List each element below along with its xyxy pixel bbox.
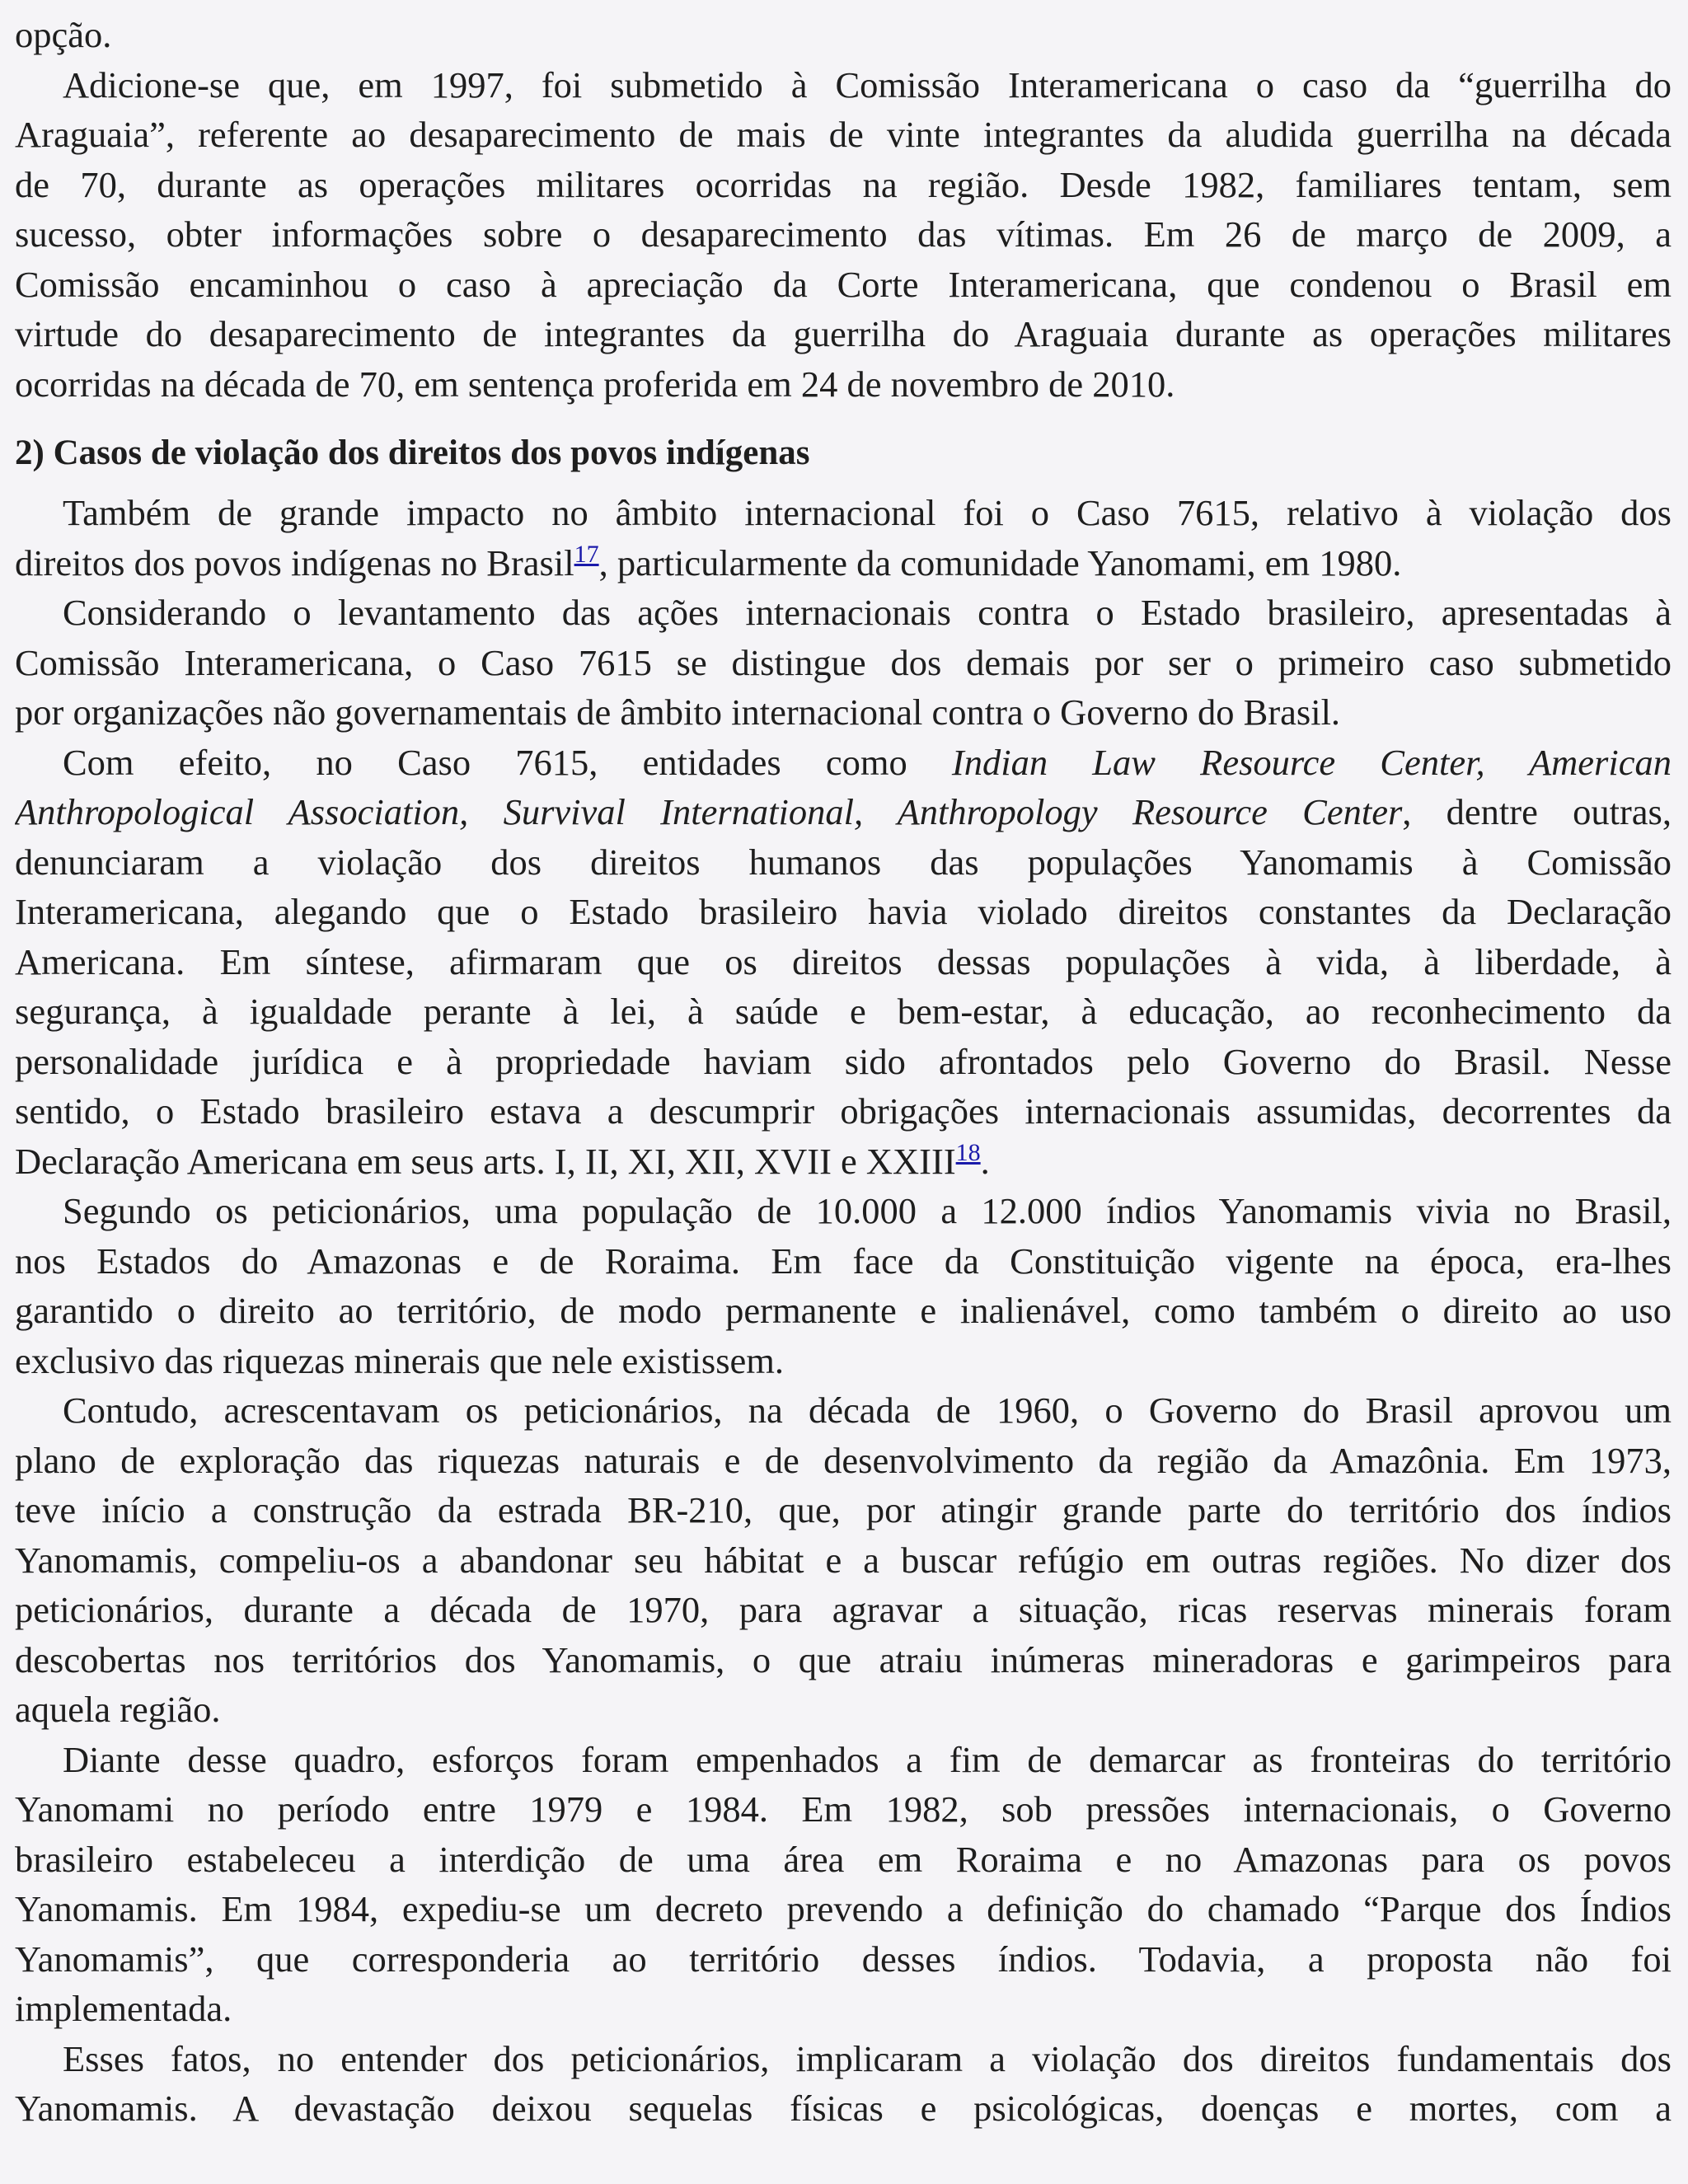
text-line: sentido, o Estado brasileiro estava a descumprir obrigações internacionais assumidas, decorrentes da	[15, 1090, 1672, 1132]
text-line: Considerando o levantamento das ações internacionais contra o Estado brasileiro, apresentadas à	[63, 592, 1672, 633]
paragraph-caso-7615-intro	[15, 488, 1672, 588]
text-segment: .	[980, 1140, 990, 1182]
text-line: Yanomamis. A devastação deixou sequelas físicas e psicológicas, doenças e mortes, com a	[15, 2088, 1672, 2129]
text-segment: , particularmente da comunidade Yanomami, em 1980.	[598, 541, 1402, 583]
text-line: descobertas nos territórios dos Yanomamis, o que atraiu inúmeras mineradoras e garimpeiros para	[15, 1638, 1672, 1680]
text-segment: Declaração Americana em seus arts. I, II, XI, XII, XVII e XXIII	[15, 1140, 956, 1182]
italic-organizations: Anthropological Association, Survival International, Anthropology Resource Center	[15, 791, 1403, 832]
paragraph-violacao	[15, 2034, 1672, 2134]
text-line: Yanomamis”, que corresponderia ao território desses índios. Todavia, a proposta não foi	[15, 1938, 1672, 1980]
spacer	[15, 409, 1672, 424]
text-line: Yanomamis, compeliu-os a abandonar seu hábitat e a buscar refúgio em outras regiões. No dizer dos	[15, 1539, 1672, 1581]
text-line: personalidade jurídica e à propriedade haviam sido afrontados pelo Governo do Brasil. Nesse	[15, 1040, 1672, 1082]
text-line: Contudo, acrescentavam os peticionários, na década de 1960, o Governo do Brasil aprovou um	[63, 1390, 1672, 1431]
text-line: denunciaram a violação dos direitos humanos das populações Yanomamis à Comissão	[15, 841, 1672, 883]
text-line: nos Estados do Amazonas e de Roraima. Em face da Constituição vigente na época, era-lhes	[15, 1240, 1672, 1282]
text-line: Yanomami no período entre 1979 e 1984. Em 1982, sob pressões internacionais, o Governo	[15, 1788, 1672, 1830]
text-line	[15, 787, 1672, 837]
text-line: peticionários, durante a década de 1970, para agravar a situação, ricas reservas minerais foram	[15, 1589, 1672, 1630]
text-line: implementada.	[15, 1988, 232, 2029]
text-line: de 70, durante as operações militares ocorridas na região. Desde 1982, familiares tentam, sem	[15, 163, 1672, 205]
footnote-link-18[interactable]: 18	[955, 1138, 981, 1166]
paragraph-exploracao	[15, 1385, 1672, 1735]
text-line: brasileiro estabeleceu a interdição de uma área em Roraima e no Amazonas para os povos	[15, 1838, 1672, 1880]
paragraph-levantamento	[15, 588, 1672, 738]
italic-organizations: Indian Law Resource Center, American	[951, 741, 1672, 783]
text-line	[15, 538, 1672, 588]
paragraph-continuation	[15, 10, 1672, 60]
text-line: Também de grande impacto no âmbito internacional foi o Caso 7615, relativo à violação dos	[63, 492, 1672, 533]
footnote-link-17[interactable]: 17	[574, 540, 599, 568]
paragraph-entidades	[15, 738, 1672, 1187]
text-line: aquela região.	[15, 1689, 221, 1730]
text-line: Esses fatos, no entender dos peticionários, implicaram a violação dos direitos fundamentais dos	[63, 2037, 1672, 2079]
text-line: garantido o direito ao território, de modo permanente e inalienável, como também o direito ao uso	[15, 1290, 1672, 1331]
text-segment: direitos dos povos indígenas no Brasil	[15, 541, 574, 583]
text-line: sucesso, obter informações sobre o desaparecimento das vítimas. Em 26 de março de 2009, a	[15, 213, 1672, 255]
paragraph-peticionarios	[15, 1186, 1672, 1385]
text-segment: , dentre outras,	[1402, 791, 1672, 832]
text-line: Yanomamis. Em 1984, expediu-se um decreto prevendo a definição do chamado “Parque dos Índios	[15, 1888, 1672, 1929]
paragraph-demarcacao	[15, 1735, 1672, 2034]
text-line: Araguaia”, referente ao desaparecimento de mais de vinte integrantes da aludida guerrilha na década	[15, 114, 1672, 155]
text-line: Americana. Em síntese, afirmaram que os direitos dessas populações à vida, à liberdade, à	[15, 940, 1672, 982]
text-line: opção.	[15, 14, 112, 55]
text-line	[15, 738, 1672, 788]
text-line: plano de exploração das riquezas naturais e de desenvolvimento da região da Amazônia. Em 1973,	[15, 1439, 1672, 1481]
text-line: virtude do desaparecimento de integrantes da guerrilha do Araguaia durante as operações militares	[15, 313, 1672, 354]
text-line: Comissão encaminhou o caso à apreciação da Corte Interamericana, que condenou o Brasil em	[15, 263, 1672, 305]
text-line: segurança, à igualdade perante à lei, à saúde e bem-estar, à educação, ao reconhecimento da	[15, 991, 1672, 1032]
paragraph-araguaia	[15, 60, 1672, 410]
text-line: Diante desse quadro, esforços foram empenhados a fim de demarcar as fronteiras do território	[63, 1738, 1672, 1780]
section-heading: 2) Casos de violação dos direitos dos povos indígenas	[15, 434, 810, 472]
text-line: Interamericana, alegando que o Estado brasileiro havia violado direitos constantes da Declaração	[15, 891, 1672, 932]
text-segment: Com efeito, no Caso 7615, entidades como	[63, 741, 952, 783]
text-line: Comissão Interamericana, o Caso 7615 se distingue dos demais por ser o primeiro caso submetido	[15, 641, 1672, 683]
text-line: ocorridas na década de 70, em sentença proferida em 24 de novembro de 2010.	[15, 363, 1175, 405]
text-line: Segundo os peticionários, uma população de 10.000 a 12.000 índios Yanomamis vivia no Brasil,	[63, 1190, 1672, 1231]
text-line: exclusivo das riquezas minerais que nele existissem.	[15, 1339, 785, 1381]
text-line: por organizações não governamentais de âmbito internacional contra o Governo do Brasil.	[15, 691, 1341, 733]
text-line: teve início a construção da estrada BR-210, que, por atingir grande parte do território dos índios	[15, 1489, 1672, 1530]
text-line	[15, 1137, 1672, 1187]
text-line: Adicione-se que, em 1997, foi submetido à Comissão Interamericana o caso da “guerrilha do	[63, 63, 1672, 105]
